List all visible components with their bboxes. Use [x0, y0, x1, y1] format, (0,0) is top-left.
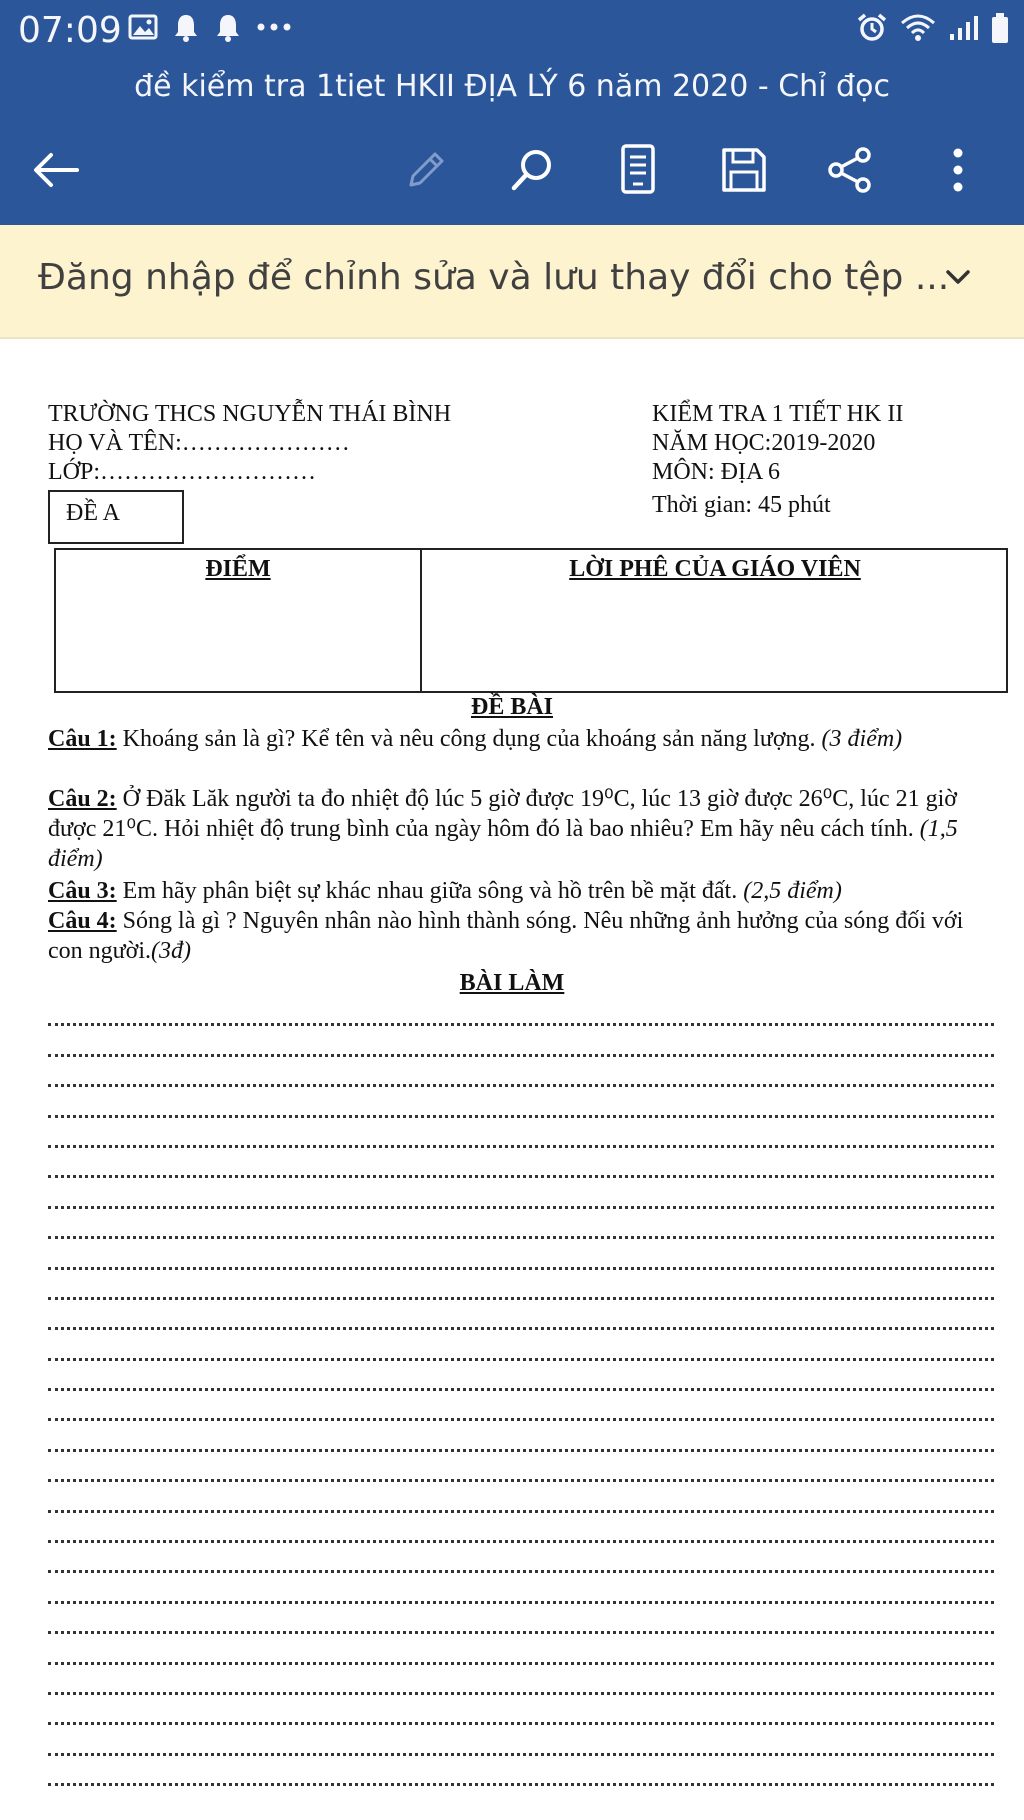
answer-line — [48, 1488, 994, 1518]
question-2 — [48, 784, 994, 874]
answer-line — [48, 1002, 994, 1032]
answer-line — [48, 1276, 994, 1306]
more-icon — [951, 147, 965, 193]
answer-line — [48, 1762, 994, 1792]
edit-button[interactable] — [396, 140, 456, 200]
answer-area[interactable] — [48, 1002, 994, 1792]
grade-table — [54, 548, 1008, 693]
share-icon — [825, 145, 875, 195]
exam-title: KIỂM TRA 1 TIẾT HK II — [652, 401, 904, 427]
save-button[interactable] — [714, 140, 774, 200]
app-bar — [0, 0, 1024, 225]
exam-duration: Thời gian: 45 phút — [652, 492, 831, 518]
status-bar — [0, 0, 1024, 62]
question-label: Câu 3: — [48, 878, 117, 904]
question-label: Câu 2: — [48, 786, 117, 812]
answer-line — [48, 1701, 994, 1731]
toolbar — [0, 130, 1024, 210]
answer-line — [48, 1063, 994, 1093]
answer-line — [48, 1610, 994, 1640]
answer-line — [48, 1215, 994, 1245]
notification-bell-icon — [172, 12, 200, 42]
notification-bell-icon — [214, 12, 242, 42]
answer-line — [48, 1184, 994, 1214]
answer-line — [48, 1427, 994, 1457]
document-page[interactable] — [0, 340, 1024, 1820]
question-label: Câu 4: — [48, 908, 117, 934]
question-text: Sóng là gì ? Nguyên nhân nào hình thành sóng. Nêu những ảnh hưởng của sóng đối với con người. — [48, 908, 964, 964]
banner-message: Đăng nhập để chỉnh sửa và lưu thay đổi cho tệp ... — [38, 257, 950, 298]
status-time: 07:09 — [18, 10, 122, 51]
document-title: đề kiểm tra 1tiet HKII ĐỊA LÝ 6 năm 2020 - Chỉ đọc — [134, 69, 890, 104]
question-text: Em hãy phân biệt sự khác nhau giữa sông và hồ trên bề mặt đất. — [116, 878, 744, 904]
score-header: ĐIỂM — [205, 556, 271, 582]
reading-view-icon — [618, 143, 658, 197]
subject: MÔN: ĐỊA 6 — [652, 459, 781, 485]
signal-icon — [948, 14, 978, 42]
question-points: (3 điểm) — [821, 726, 903, 752]
answer-line — [48, 1306, 994, 1336]
answer-line — [48, 1367, 994, 1397]
answer-line — [48, 1124, 994, 1154]
student-class-line: LỚP:……………………… — [48, 459, 317, 485]
question-points: (2,5 điểm) — [743, 878, 842, 904]
answer-line — [48, 1032, 994, 1062]
school-year: NĂM HỌC:2019-2020 — [652, 430, 876, 456]
search-button[interactable] — [502, 140, 562, 200]
student-name-line: HỌ VÀ TÊN:………………… — [48, 430, 350, 456]
search-icon — [507, 145, 557, 195]
wifi-icon — [900, 13, 936, 43]
question-points: (1,5 điểm) — [48, 816, 958, 872]
question-text: Ở Đăk Lăk người ta đo nhiệt độ lúc 5 giờ được 19⁰C, lúc 13 giờ được 26⁰C, lúc 21 giờ được 21⁰C. Hỏi nhiệt độ trung bình của ngày hôm đó là bao nhiêu? Em hãy nêu cách tính. — [48, 786, 957, 842]
answer-line — [48, 1671, 994, 1701]
more-options-button[interactable] — [928, 140, 988, 200]
answer-line — [48, 1519, 994, 1549]
question-1 — [48, 724, 994, 754]
question-text: Khoáng sản là gì? Kể tên và nêu công dụng của khoáng sản năng lượng. — [116, 726, 822, 752]
question-4 — [48, 906, 994, 966]
answer-title: BÀI LÀM — [459, 970, 565, 996]
teacher-comment-header: LỜI PHÊ CỦA GIÁO VIÊN — [569, 556, 861, 582]
answer-line — [48, 1093, 994, 1123]
answer-line — [48, 1154, 994, 1184]
alarm-icon — [856, 12, 888, 44]
answer-line — [48, 1549, 994, 1579]
sign-in-banner[interactable] — [0, 225, 1024, 339]
pencil-icon — [401, 145, 451, 195]
back-button[interactable] — [26, 140, 86, 200]
answer-line — [48, 1397, 994, 1427]
answer-line — [48, 1336, 994, 1366]
gallery-icon — [128, 13, 158, 41]
question-label: Câu 1: — [48, 726, 117, 752]
school-name: TRƯỜNG THCS NGUYỄN THÁI BÌNH — [48, 401, 452, 427]
share-button[interactable] — [820, 140, 880, 200]
question-3 — [48, 876, 994, 906]
answer-line — [48, 1579, 994, 1609]
chevron-down-icon[interactable] — [938, 257, 978, 297]
answer-line — [48, 1731, 994, 1761]
more-notifications-icon — [256, 22, 292, 32]
battery-icon — [990, 12, 1010, 44]
save-icon — [719, 145, 769, 195]
reading-view-button[interactable] — [608, 140, 668, 200]
answer-line — [48, 1640, 994, 1670]
answer-line — [48, 1458, 994, 1488]
answer-line — [48, 1245, 994, 1275]
exam-code-box: ĐỀ A — [48, 490, 184, 544]
back-arrow-icon — [31, 150, 81, 190]
question-points: (3đ) — [151, 938, 192, 964]
section-title: ĐỀ BÀI — [470, 694, 554, 720]
